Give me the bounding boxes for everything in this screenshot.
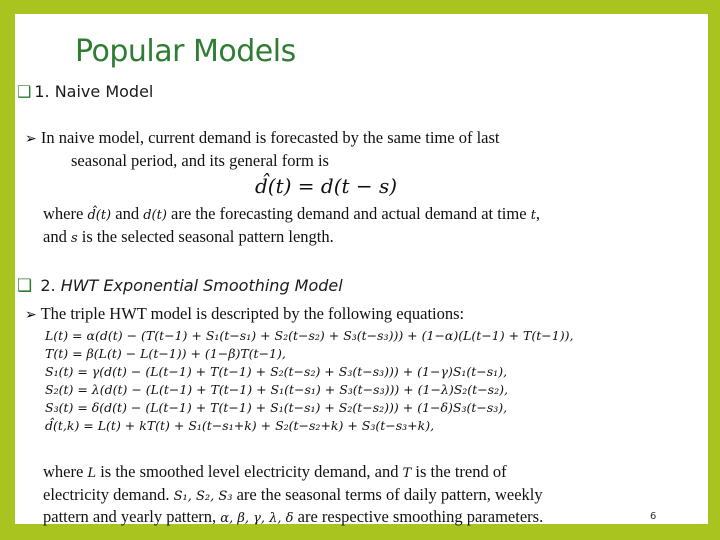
- symbol-dhat: d̂(t): [87, 208, 112, 223]
- text-yearly-pattern: pattern and yearly pattern,: [43, 507, 217, 526]
- symbol-d: d(t): [143, 208, 167, 223]
- page-number: 6: [650, 511, 657, 522]
- text-params-desc: are respective smoothing parameters.: [297, 507, 544, 526]
- arrow-bullet-icon: ➢: [25, 308, 37, 323]
- hwt-desc-line3: [43, 505, 543, 531]
- section2-title: HWT Exponential Smoothing Model: [60, 276, 343, 295]
- arrow-bullet-icon: ➢: [25, 132, 37, 147]
- text-electricity-demand: electricity demand.: [43, 485, 170, 504]
- equation-seasonal-2: S₂(t) = λ(d(t) − (L(t−1) + T(t−1) + S₁(t−s₁) + S₃(t−s₃))) + (1−λ)S₂(t−s₂),: [45, 382, 508, 397]
- text-and: and: [43, 227, 67, 246]
- section1-bullet: [25, 126, 625, 151]
- checkbox-bullet-icon: ❑: [17, 82, 32, 101]
- equation-level: L(t) = α(d(t) − (T(t−1) + S₁(t−s₁) + S₂(t−s₂) + S₃(t−s₃))) + (1−α)(L(t−1) + T(t−1)),: [45, 328, 574, 343]
- symbol-seasonal-terms: S₁, S₂, S₃: [173, 489, 233, 504]
- section2-bullet: [25, 302, 464, 327]
- text-comma: ,: [535, 204, 541, 223]
- section1-number: 1.: [34, 82, 50, 101]
- section2-number: 2.: [40, 276, 56, 295]
- section1-bullet-line1: In naive model, current demand is forecasted by the same time of last: [40, 128, 500, 147]
- hwt-equations: [45, 327, 573, 435]
- section1-title: Naive Model: [54, 82, 154, 101]
- checkbox-bullet-icon: ❑: [17, 276, 33, 296]
- text-definition: are the forecasting demand and actual demand at time: [171, 204, 527, 223]
- section1-heading: [17, 82, 153, 101]
- symbol-T: T: [402, 466, 412, 481]
- symbol-t: t: [530, 208, 536, 223]
- section2-bullet-text: The triple HWT model is descripted by the following equations:: [40, 304, 465, 323]
- slide: [15, 14, 708, 524]
- text-trend-of: is the trend of: [415, 462, 507, 481]
- text-level-desc: is the smoothed level electricity demand, and: [100, 462, 399, 481]
- text-seasonal-desc: are the seasonal terms of daily pattern, weekly: [236, 485, 543, 504]
- equation-forecast: d̂(t,k) = L(t) + kT(t) + S₁(t−s₁+k) + S₂(t−s₂+k) + S₃(t−s₃+k),: [45, 418, 435, 433]
- symbol-L: L: [87, 466, 97, 481]
- symbol-s: s: [70, 231, 78, 246]
- text-and: and: [115, 204, 140, 223]
- section2-heading: [17, 276, 343, 296]
- text-seasonal-length: is the selected seasonal pattern length.: [81, 227, 334, 246]
- equation-seasonal-1: S₁(t) = γ(d(t) − (L(t−1) + T(t−1) + S₂(t−s₂) + S₃(t−s₃))) + (1−γ)S₁(t−s₁),: [45, 364, 508, 379]
- equation-seasonal-3: S₃(t) = δ(d(t) − (L(t−1) + T(t−1) + S₁(t−s₁) + S₂(t−s₂))) + (1−δ)S₃(t−s₃),: [45, 400, 508, 415]
- symbol-smoothing-params: α, β, γ, λ, δ: [220, 511, 294, 526]
- naive-equation: d̂(t) = d(t − s): [255, 174, 398, 198]
- section1-bullet-line2: seasonal period, and its general form is: [71, 151, 329, 170]
- naive-where-line2: [43, 225, 334, 251]
- equation-trend: T(t) = β(L(t) − L(t−1)) + (1−β)T(t−1),: [45, 346, 286, 361]
- text-where: where: [43, 462, 84, 481]
- slide-title: Popular Models: [75, 34, 296, 69]
- text-where: where: [43, 204, 84, 223]
